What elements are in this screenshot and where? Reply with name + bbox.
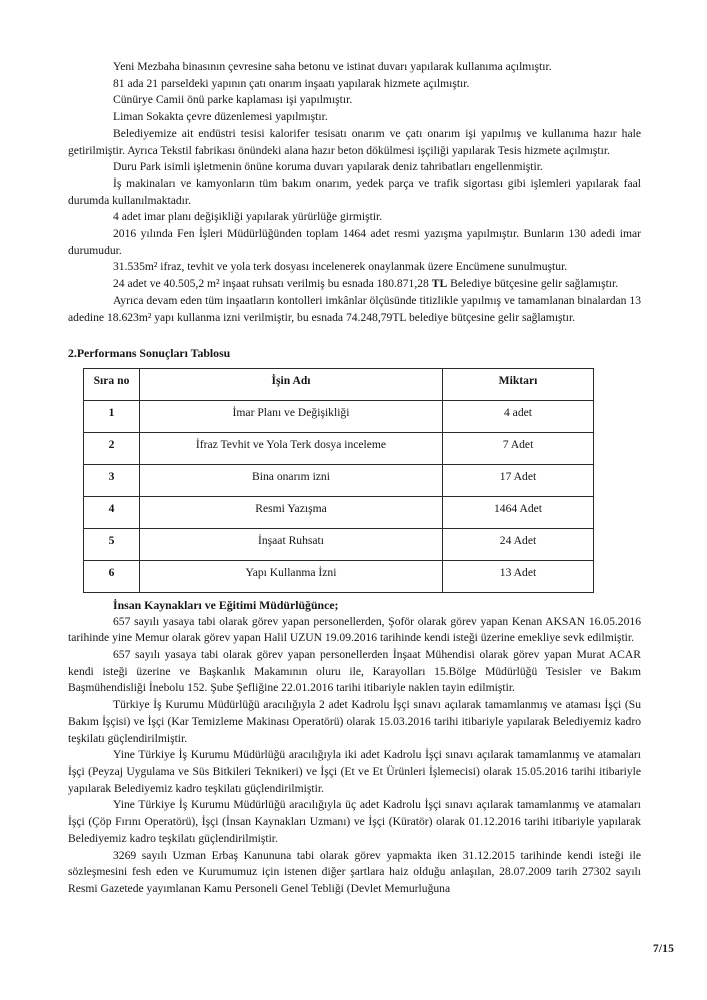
table-row bbox=[84, 432, 594, 464]
paragraph: 31.535m² ifraz, tevhit ve yola terk dosyası incelenerek onaylanmak üzere Encümene sunulmuştur. bbox=[113, 260, 568, 274]
paragraph: Yeni Mezbaha binasının çevresine saha betonu ve istinat duvarı yapılarak kullanıma açılmıştır. bbox=[113, 60, 552, 73]
paragraph: Ayrıca devam eden tüm inşaatların kontolleri imkânlar ölçüsünde titizlikle yapılmış ve tamamlanan binalardan 13 adedine 18.623m² yapı kullanma izni verilmiştir, bu esnada 74.248,79TL belediye bütçesine gelir sağlamıştır. bbox=[68, 293, 641, 324]
row-number: 1 bbox=[84, 400, 140, 432]
row-number: 2 bbox=[84, 432, 140, 464]
column-header-sira-no: Sıra no bbox=[84, 368, 140, 400]
paragraph: 657 sayılı yasaya tabi olarak görev yapan personellerden İnşaat Mühendisi olarak görev yapan Murat ACAR kendi isteği üzerine ve Başkanlık Makamının oluru ile, Karayolları 15.Bölge Müdürlüğü Tesisler ve Bakım Başmühendisliği İnebolu 152. Şube Şefliğine 22.01.2016 tarihi itibariyle naklen tayin edilmiştir. bbox=[68, 648, 641, 695]
paragraph: Türkiye İş Kurumu Müdürlüğü aracılığıyla 2 adet Kadrolu İşçi sınavı açılarak tamamlanmış ve ataması İşçi (Su Bakım İşçisi) ve İşçi (Kar Temizleme Makinası Operatörü) olarak 15.03.2016 tarihi itibariyle yapılarak Belediyemiz kadro teşkilatı güçlendirilmiştir. bbox=[68, 698, 641, 745]
quantity: 17 Adet bbox=[443, 464, 594, 496]
row-number: 5 bbox=[84, 528, 140, 560]
permit-text-post: Belediye bütçesine gelir sağlamıştır. bbox=[447, 277, 619, 291]
paragraph: Yine Türkiye İş Kurumu Müdürlüğü aracılığıyla iki adet Kadrolu İşçi sınavı açılarak tamamlanmış ve atamaları İşçi (Peyzaj Uygulama ve Süs Bitkileri Teknikeri) ve İşçi (Et ve Et Ürünleri İşlemecisi) olarak 15.05.2016 tarihi itibariyle yapılarak Belediyemiz kadro teşkilatı güçlendirilmiştir. bbox=[68, 748, 641, 795]
page-content bbox=[68, 59, 641, 898]
paragraph: Duru Park isimli işletmenin önüne koruma duvarı yapılarak deniz tahribatları engellenmiştir. bbox=[113, 160, 543, 174]
permit-text-pre: 24 adet ve 40.505,2 m² inşaat ruhsatı verilmiş bu esnada 180.871,28 bbox=[113, 277, 432, 291]
table-row bbox=[84, 528, 594, 560]
job-name: İfraz Tevhit ve Yola Terk dosya inceleme bbox=[140, 432, 443, 464]
job-name: İmar Planı ve Değişikliği bbox=[140, 400, 443, 432]
column-header-isin-adi: İşin Adı bbox=[140, 368, 443, 400]
paragraph-construction-permit bbox=[68, 276, 641, 293]
row-number: 4 bbox=[84, 496, 140, 528]
job-name: İnşaat Ruhsatı bbox=[140, 528, 443, 560]
row-number: 6 bbox=[84, 560, 140, 592]
job-name: Resmi Yazışma bbox=[140, 496, 443, 528]
hr-section-heading: İnsan Kaynakları ve Eğitimi Müdürlüğünce; bbox=[113, 597, 339, 612]
quantity: 24 Adet bbox=[443, 528, 594, 560]
performance-results-table bbox=[83, 368, 594, 593]
job-name: Bina onarım izni bbox=[140, 464, 443, 496]
paragraph: 657 sayılı yasaya tabi olarak görev yapan personellerden, Şoför olarak görev yapan Kenan AKSAN 16.05.2016 tarihinde yine Memur olarak görev yapan Halil UZUN 19.09.2016 tarihinde kendi isteği üzerine emekliye sevk edilmiştir. bbox=[68, 614, 641, 645]
page-number: 7/15 bbox=[653, 943, 675, 955]
table-row bbox=[84, 464, 594, 496]
table-row bbox=[84, 400, 594, 432]
paragraph: 81 ada 21 parseldeki yapının çatı onarım inşaatı yapılarak hizmete açılmıştır. bbox=[113, 76, 470, 90]
quantity: 13 Adet bbox=[443, 560, 594, 592]
paragraph: İş makinaları ve kamyonların tüm bakım onarım, yedek parça ve trafik sigortası gibi işlemleri yapılarak faal durumda kullanılmaktadır. bbox=[68, 176, 641, 207]
currency-label: TL bbox=[431, 277, 448, 291]
paragraph: Yine Türkiye İş Kurumu Müdürlüğü aracılığıyla üç adet Kadrolu İşçi sınavı açılarak tamamlanmış ve atamaları İşçi (Çöp Fırını Operatörü), İşçi (İnsan Kaynakları Uzmanı) ve İşçi (Küratör) olarak 01.12.2016 tarihi itibariyle yapılarak Belediyemiz kadro teşkilatı güçlendirilmiştir. bbox=[68, 798, 641, 845]
paragraph: 4 adet imar planı değişikliği yapılarak yürürlüğe girmiştir. bbox=[113, 210, 383, 224]
performance-table-heading: 2.Performans Sonuçları Tablosu bbox=[68, 346, 231, 361]
row-number: 3 bbox=[84, 464, 140, 496]
column-header-miktari: Miktarı bbox=[443, 368, 594, 400]
paragraph: Belediyemize ait endüstri tesisi kalorifer tesisatı onarım ve çatı onarım işi yapılmış ve kullanıma hazır hale getirilmiştir. Ayrıca Tekstil fabrikası önündeki alana hazır beton dökülmesi işçiliği yapılarak Tesis hizmete açılmıştır. bbox=[68, 126, 641, 157]
quantity: 4 adet bbox=[443, 400, 594, 432]
paragraph: Cünürye Camii önü parke kaplaması işi yapılmıştır. bbox=[113, 93, 353, 107]
job-name: Yapı Kullanma İzni bbox=[140, 560, 443, 592]
quantity: 7 Adet bbox=[443, 432, 594, 464]
paragraph: 2016 yılında Fen İşleri Müdürlüğünden toplam 1464 adet resmi yazışma yapılmıştır. Bunların 130 adedi imar durumudur. bbox=[68, 227, 641, 257]
table-row bbox=[84, 560, 594, 592]
table-header-row bbox=[84, 368, 594, 400]
paragraph: 3269 sayılı Uzman Erbaş Kanununa tabi olarak görev yapmakta iken 31.12.2015 tarihinde kendi isteği ile sözleşmesini fesh eden ve Kurumumuz için istenen diğer şartlara haiz olduğu anlaşılan, 28.07.2009 tarih 27302 sayılı Resmi Gazetede yayımlanan Kamu Personeli Genel Tebliği (Devlet Memurluğuna bbox=[68, 848, 641, 895]
quantity: 1464 Adet bbox=[443, 496, 594, 528]
table-row bbox=[84, 496, 594, 528]
paragraph: Liman Sokakta çevre düzenlemesi yapılmıştır. bbox=[113, 110, 328, 124]
